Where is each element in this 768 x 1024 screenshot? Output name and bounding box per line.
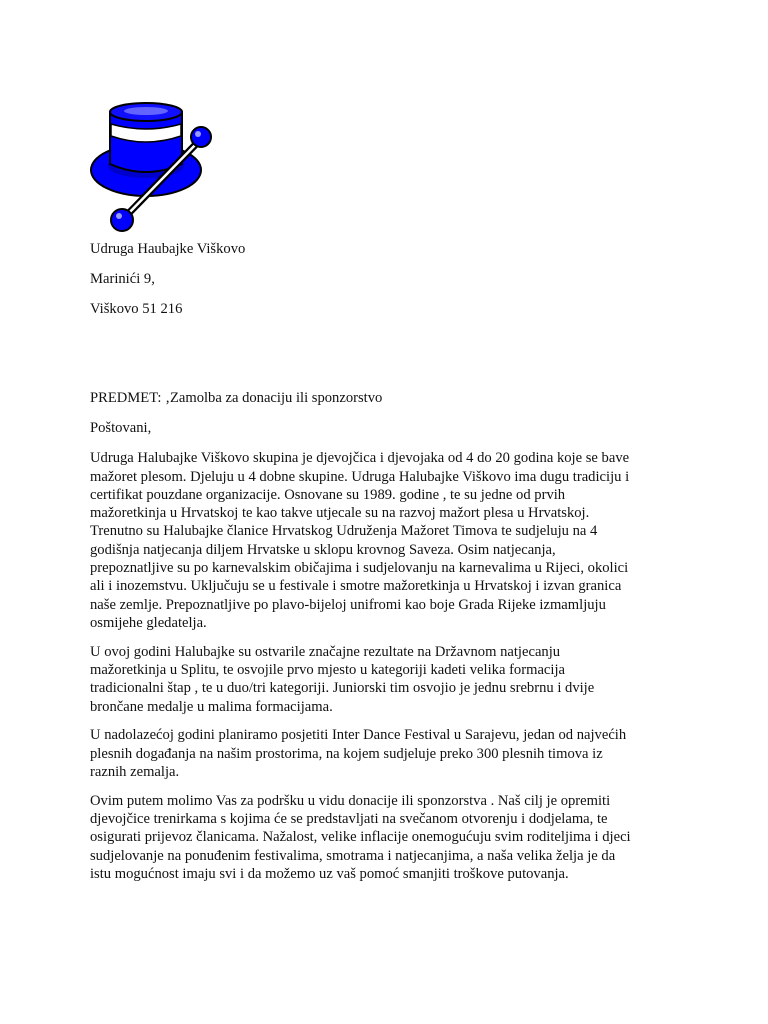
text-line: Udruga Halubajke Viškovo skupina je djevojčica i djevojaka od 4 do 20 godina koje se bave: [90, 450, 630, 467]
paragraph-request: [90, 792, 690, 883]
text-line: tradicionalni štap , te u duo/tri kategoriji. Juniorski tim osvojio je jednu srebrnu i dvije: [90, 680, 595, 697]
text-line: osmijehe gledatelja.: [90, 614, 207, 631]
text-line: mažoretkinja u Splitu, te osvojile prvo mjesto u kategoriji kadeti velika formacija: [90, 662, 565, 678]
hat-with-baton-icon: [88, 100, 214, 234]
text-line: djevojčice trenirkama s kojima će se predstavljati na svečanom otvorenju i dodjelama, te: [90, 811, 608, 828]
text-line: brončane medalje u malima formacijama.: [90, 698, 333, 715]
sender-city: Viškovo 51 216: [90, 300, 183, 317]
paragraph-intro: [90, 449, 690, 632]
text-line: plesnih događanja na našim prostorima, na kojem sudjeluje preko 300 plesnih timova iz: [90, 745, 603, 762]
text-line: U ovoj godini Halubajke su ostvarile značajne rezultate na Državnom natjecanju: [90, 643, 561, 660]
text-line: istu mogućnost imaju svi i da možemo uz vaš pomoć smanjiti troškove putovanja.: [90, 865, 569, 882]
text-line: mažoretkinja u Hrvatskoj te kao takve utjecale su na razvoj mažort plesa u Hrvatskoj.: [90, 505, 590, 522]
text-line: U nadolazećoj godini planiramo posjetiti Inter Dance Festival u Sarajevu, jedan od najvećih: [90, 727, 627, 744]
text-line: Trenutno su Halubajke članice Hrvatskog Udruženja Mažoret Timova te sudjeluju na 4: [90, 523, 598, 540]
text-line: osigurati prijevoz članicama. Nažalost, velike inflacije onemogućuju svim roditeljima i djeci: [90, 829, 631, 846]
letter-greeting: Poštovani,: [90, 420, 152, 437]
letter-body: [90, 240, 690, 894]
text-line: mažoret plesom. Djeluju u 4 dobne skupine. Udruga Halubajke Viškovo ima dugu tradiciju i: [90, 468, 630, 485]
text-line: godišnja natjecanja diljem Hrvatske u sklopu krovnog Saveza. Osim natjecanja,: [90, 541, 556, 558]
text-line: Ovim putem molimo Vas za podršku u vidu donacije ili sponzorstva . Naš cilj je opremiti: [90, 792, 611, 809]
paragraph-results: [90, 643, 690, 716]
text-line: naše zemlje. Prepoznatljive po plavo-bijeloj unifromi kao boje Grada Rijeke izmamljuju: [90, 596, 606, 613]
sender-name: Udruga Haubajke Viškovo: [90, 241, 246, 257]
text-line: ali i inozemstvu. Uključuju se u festivale i smotre mažoretkinja u Hrvatskoj i izvan granica: [90, 578, 622, 595]
text-line: prepoznatljive su po karnevalskim običajima i sudjelovanju na karnevalima u Rijeci, okolici: [90, 560, 629, 577]
sender-street: Marinići 9,: [90, 270, 155, 287]
paragraph-plans: [90, 726, 690, 781]
text-line: certifikat pouzdane organizacije. Osnovane su 1989. godine , te su jedne od prvih: [90, 486, 566, 503]
text-line: sudjelovanje na ponuđenim festivalima, smotrama i natjecanjima, a naša velika želja je da: [90, 847, 616, 864]
text-line: raznih zemalja.: [90, 763, 180, 780]
letter-subject: PREDMET: ‚Zamolba za donaciju ili sponzorstvo: [90, 390, 383, 407]
